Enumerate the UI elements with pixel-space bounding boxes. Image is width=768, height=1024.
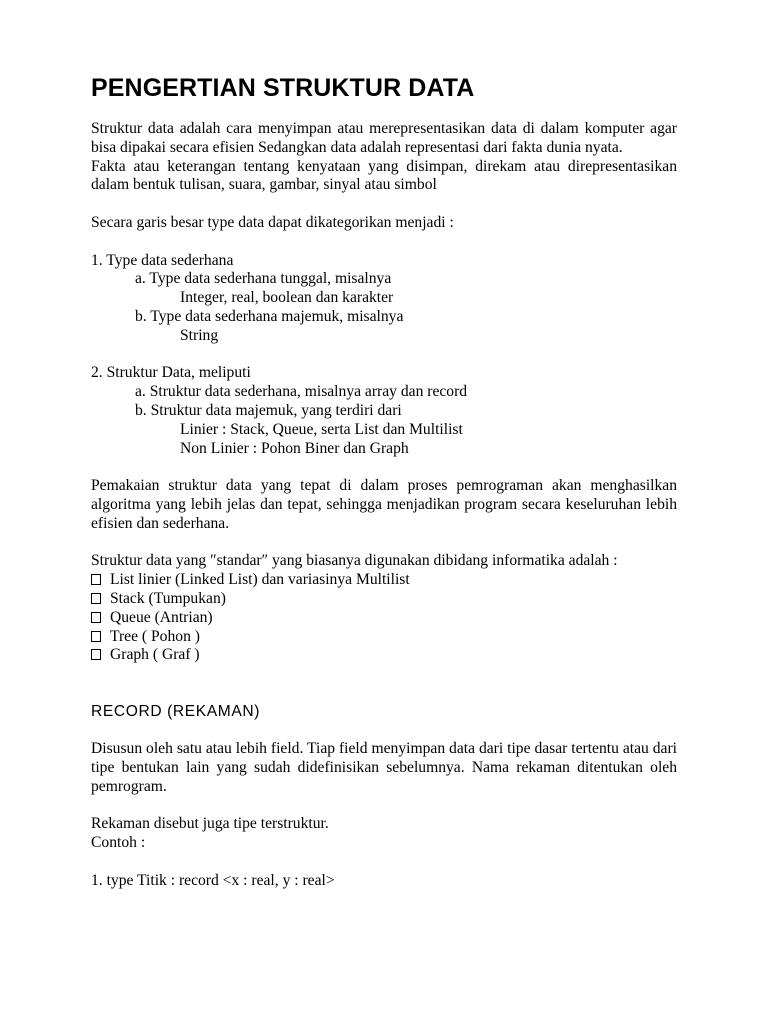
category-2a: a. Struktur data sederhana, misalnya array dan record	[135, 383, 468, 401]
page-title: PENGERTIAN STRUKTUR DATA	[91, 74, 475, 102]
record-note: Rekaman disebut juga tipe terstruktur.	[91, 815, 329, 833]
category-1b-detail: String	[180, 326, 219, 344]
standard-lead: Struktur data yang ″standar″ yang biasanya digunakan dibidang informatika adalah :	[91, 552, 618, 570]
usage-paragraph: Pemakaian struktur data yang tepat di dalam proses pemrograman akan menghasilkan algoritma yang lebih jelas dan tepat, sehingga menjadikan program secara keseluruhan lebih efisien dan sederhana.	[91, 477, 677, 532]
checkbox-icon	[91, 593, 101, 604]
category-2b-detail-2: Non Linier : Pohon Biner dan Graph	[180, 439, 409, 457]
list-item	[91, 628, 677, 647]
list-item	[91, 571, 677, 590]
categories-lead: Secara garis besar type data dapat dikategorikan menjadi :	[91, 213, 454, 231]
list-item	[91, 646, 677, 665]
document-body	[91, 120, 677, 891]
category-1a: a. Type data sederhana tunggal, misalnya	[135, 270, 392, 288]
list-item-text: List linier (Linked List) dan variasinya Multilist	[110, 571, 410, 589]
list-item-text: Queue (Antrian)	[110, 608, 213, 626]
list-item	[91, 590, 677, 609]
category-1b: b. Type data sederhana majemuk, misalnya	[135, 307, 404, 325]
list-item-text: Stack (Tumpukan)	[110, 589, 226, 607]
category-2-label: 2. Struktur Data, meliputi	[91, 364, 251, 382]
record-example-label: Contoh :	[91, 834, 146, 852]
category-2b: b. Struktur data majemuk, yang terdiri dari	[135, 401, 402, 419]
record-heading: RECORD (REKAMAN)	[91, 702, 261, 720]
intro-paragraph-1: Struktur data adalah cara menyimpan atau merepresentasikan data di dalam komputer agar bisa dipakai secara efisien Sedangkan data adalah representasi dari fakta dunia nyata.	[91, 120, 677, 156]
category-2b-detail-1: Linier : Stack, Queue, serta List dan Multilist	[180, 420, 463, 438]
record-paragraph: Disusun oleh satu atau lebih field. Tiap field menyimpan data dari tipe dasar tertentu atau dari tipe bentukan lain yang sudah didefinisikan sebelumnya. Nama rekaman ditentukan oleh pemrogram.	[91, 740, 677, 795]
list-item-text: Graph ( Graf )	[110, 646, 200, 664]
intro-paragraph-2: Fakta atau keterangan tentang kenyataan yang disimpan, direkam atau direpresentasikan dalam bentuk tulisan, suara, gambar, sinyal atau simbol	[91, 157, 677, 194]
list-item-text: Tree ( Pohon )	[110, 627, 200, 645]
checkbox-icon	[91, 649, 101, 660]
list-item	[91, 609, 677, 628]
checkbox-icon	[91, 631, 101, 642]
category-1a-detail: Integer, real, boolean dan karakter	[180, 289, 394, 307]
checkbox-icon	[91, 612, 101, 623]
record-example: 1. type Titik : record <x : real, y : real>	[91, 871, 335, 889]
checkbox-icon	[91, 574, 101, 585]
category-1-label: 1. Type data sederhana	[91, 251, 234, 269]
